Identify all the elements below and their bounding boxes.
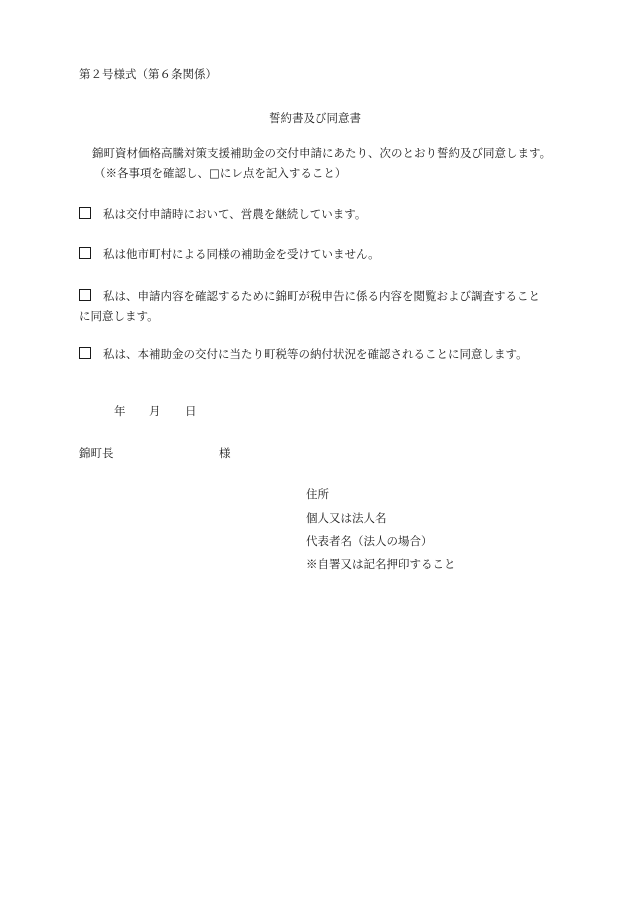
- date-year-label: 年: [114, 404, 126, 418]
- pledge-item: [79, 204, 549, 224]
- checkbox[interactable]: [79, 289, 91, 301]
- instruction-note: （※各事項を確認し、□にレ点を記入すること）: [94, 166, 347, 180]
- document-title: 誓約書及び同意書: [269, 111, 361, 125]
- pledge-text: 私は、本補助金の交付に当たり町税等の納付状況を確認されることに同意します。: [103, 347, 528, 361]
- signer-address-label: 住所: [306, 487, 329, 501]
- addressee-name: 錦町長: [79, 446, 114, 460]
- checkbox[interactable]: [79, 347, 91, 359]
- pledge-text: 私は交付申請時において、営農を継続しています。: [103, 207, 367, 221]
- signature-note: ※自署又は記名押印すること: [306, 557, 456, 571]
- date-month-label: 月: [149, 404, 161, 418]
- form-number: 第２号様式（第６条関係）: [79, 67, 217, 81]
- signer-representative-label: 代表者名（法人の場合）: [306, 534, 433, 548]
- pledge-text: 私は他市町村による同様の補助金を受けていません。: [103, 247, 380, 261]
- pledge-item: [79, 344, 549, 364]
- pledge-item: [79, 286, 549, 326]
- checkbox[interactable]: [79, 247, 91, 259]
- intro-text: 錦町資材価格高騰対策支援補助金の交付申請にあたり、次のとおり誓約及び同意します。: [92, 146, 552, 160]
- pledge-text: 私は、申請内容を確認するために錦町が税申告に係る内容を閲覧および調査することに同意します。: [79, 289, 540, 323]
- addressee-honorific: 様: [219, 446, 231, 460]
- checkbox[interactable]: [79, 207, 91, 219]
- pledge-item: [79, 244, 549, 264]
- date-day-label: 日: [185, 404, 197, 418]
- signer-name-label: 個人又は法人名: [306, 511, 387, 525]
